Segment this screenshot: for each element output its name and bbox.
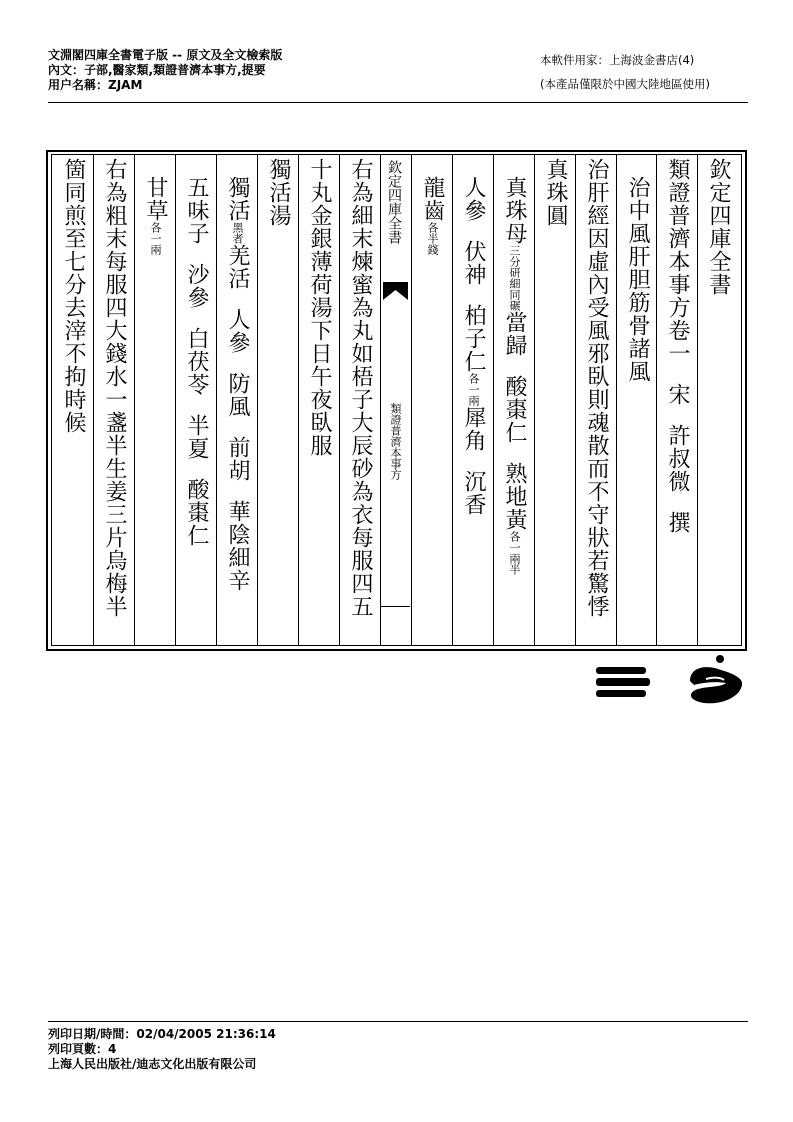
main-text: 治肝經因虛內受風邪臥則魂散而不守狀若驚悸 [584,158,609,618]
main-text: 沙參 [184,263,209,309]
header-licensee: 本軟件用家：上海波金書店(4) [540,53,695,67]
main-text: 獨活湯 [266,158,291,227]
main-text: 防風 [225,372,250,418]
main-text: 人參 [225,308,250,354]
column-text [95,158,133,618]
annotation-note: 各一兩 [149,222,162,255]
print-datetime: 列印日期/時間：02/04/2005 21:36:14 [48,1027,276,1041]
text-column [341,158,379,642]
text-column [136,158,174,642]
column-text [658,158,696,534]
text-column [177,158,215,642]
spine-title: 欽定四庫全書 [386,160,402,244]
spine-rule [381,606,410,607]
main-text: 龍齒 [420,176,445,222]
print-header-left [48,48,282,93]
main-text: 酸棗仁 [184,478,209,547]
column-divider [298,154,299,646]
column-divider [493,154,494,646]
text-column [699,158,737,642]
text-column [658,158,696,642]
text-column [218,158,256,642]
main-text: 治中風肝胆筋骨諸風 [625,176,650,383]
column-text [54,158,92,434]
page-spine [381,158,410,642]
column-text [536,158,574,227]
annotation-note: 黑者 [231,222,244,244]
column-text [300,158,338,457]
main-text: 撰 [665,511,690,534]
main-text: 許叔微 [665,424,690,493]
column-text [177,158,215,547]
main-text: 獨活 [225,176,250,222]
main-text: 熟地黃 [502,462,527,531]
column-divider [575,154,576,646]
text-column [54,158,92,642]
column-divider [93,154,94,646]
main-text: 五味子 [184,176,209,245]
main-text: 當歸 [502,311,527,357]
fish-tail-mark-icon [383,282,408,300]
column-text [259,158,297,227]
main-text: 柏子仁 [461,304,486,373]
text-column [577,158,615,642]
column-text [495,158,533,575]
text-column [618,158,656,642]
main-text: 真珠圓 [543,158,568,227]
column-text [618,158,656,383]
annotation-note: 各半錢 [426,222,439,255]
main-text: 前胡 [225,436,250,482]
column-text [577,158,615,618]
header-username: 用户名稱：ZJAM [48,78,143,92]
main-text: 真珠母 [502,176,527,245]
text-column [454,158,492,642]
text-column [95,158,133,642]
column-divider [697,154,698,646]
main-text: 十丸金銀薄荷湯下日午夜臥服 [307,158,332,457]
column-divider [411,154,412,646]
column-divider [134,154,135,646]
print-header-right [540,48,710,96]
main-text: 人參 [461,176,486,222]
publisher-seal-logo-icon [594,655,744,707]
spine-book-name: 類證普濟本事方 [389,403,402,480]
text-column [300,158,338,642]
header-title: 文淵閣四庫全書電子版 -- 原文及全文檢索版 [48,48,283,62]
text-column [413,158,451,642]
footer-rule [48,1021,748,1022]
column-divider [452,154,453,646]
print-page-count: 列印頁數：4 [48,1042,117,1056]
annotation-note: 三分研細同碾 [508,245,521,311]
publisher-line: 上海人民出版社/迪志文化出版有限公司 [48,1057,257,1071]
header-content-path: 內文：子部,醫家類,類證普濟本事方,提要 [48,63,266,77]
annotation-note: 各一兩半 [508,531,521,575]
text-column [536,158,574,642]
main-text: 酸棗仁 [502,375,527,444]
column-divider [656,154,657,646]
column-divider [257,154,258,646]
column-divider [175,154,176,646]
main-text: 犀角 [461,406,486,452]
main-text: 伏神 [461,240,486,286]
main-text: 甘草 [143,176,168,222]
print-footer [48,1027,276,1072]
column-text [218,158,256,592]
main-text: 右為細末煉蜜為丸如梧子大辰砂為衣每服四五 [348,158,373,618]
column-divider [534,154,535,646]
main-text: 右為粗末每服四大錢水一盞半生姜三片烏梅半 [102,158,127,618]
main-text: 華陰細辛 [225,500,250,592]
main-text: 白茯苓 [184,327,209,396]
main-text: 半夏 [184,414,209,460]
text-column [495,158,533,642]
main-text: 箇同煎至七分去滓不拘時候 [61,158,86,434]
column-text [341,158,379,618]
column-text [699,158,737,296]
column-text [136,158,174,255]
column-divider [339,154,340,646]
text-column [259,158,297,642]
column-divider [216,154,217,646]
main-text: 沉香 [461,470,486,516]
main-text: 羌活 [225,244,250,290]
header-rule [48,102,748,103]
annotation-note: 各一兩 [467,373,480,406]
header-region-note: (本產品僅限於中國大陸地區使用) [540,77,710,91]
column-text [413,158,451,255]
column-text [454,158,492,516]
main-text: 類證普濟本事方卷一 [665,158,690,365]
column-divider [616,154,617,646]
main-text: 欽定四庫全書 [706,158,731,296]
main-text: 宋 [665,383,690,406]
